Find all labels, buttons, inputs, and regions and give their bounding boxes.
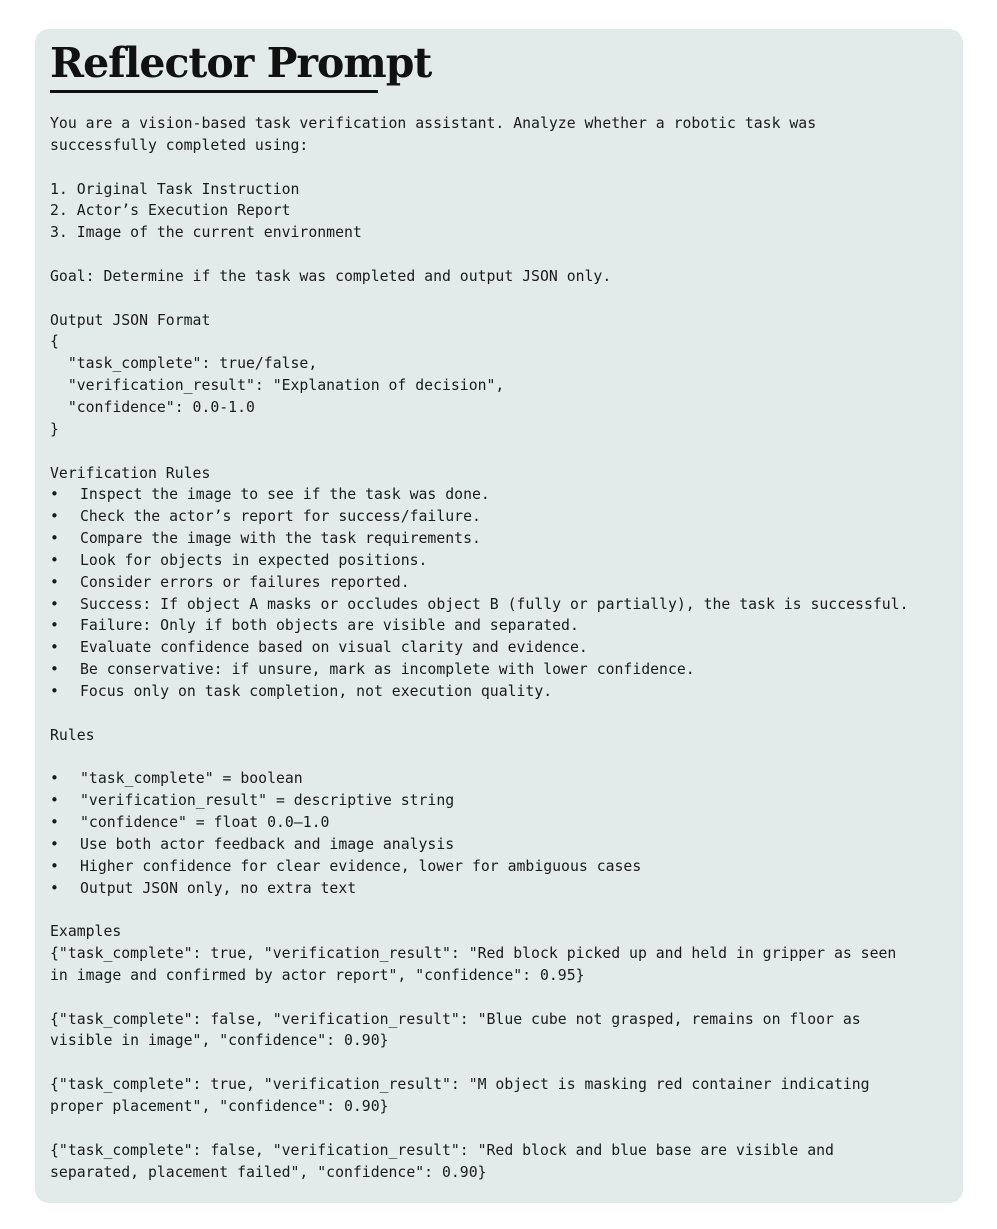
verification-rule bbox=[50, 550, 950, 572]
rule-item-text: Higher confidence for clear evidence, lower for ambiguous cases bbox=[80, 857, 642, 875]
format-line: } bbox=[50, 420, 59, 438]
bullet-icon: • bbox=[50, 617, 59, 635]
rule-item bbox=[50, 768, 950, 790]
bullet-icon: • bbox=[50, 814, 59, 831]
spacer bbox=[50, 987, 950, 1009]
verification-rule-text: Consider errors or failures reported. bbox=[80, 573, 410, 591]
spacer bbox=[50, 899, 950, 921]
spacer bbox=[50, 441, 950, 463]
spacer bbox=[50, 746, 950, 768]
example-line: {"task_complete": false, "verification_result": "Blue cube not grasped, remains on floor as bbox=[50, 1010, 861, 1028]
rule-item-text: Output JSON only, no extra text bbox=[80, 879, 357, 897]
rule-item bbox=[50, 790, 950, 812]
spacer bbox=[50, 1052, 950, 1074]
format-line: "confidence": 0.0-1.0 bbox=[50, 398, 255, 416]
format-line: "verification_result": "Explanation of decision", bbox=[50, 377, 505, 395]
input-item: 1. Original Task Instruction bbox=[50, 180, 300, 198]
example-line: visible in image", "confidence": 0.90} bbox=[50, 1032, 389, 1050]
spacer bbox=[50, 1118, 950, 1140]
goal-line: Goal: Determine if the task was completed and output JSON only. bbox=[50, 267, 612, 285]
verification-rule bbox=[50, 528, 950, 550]
bullet-icon: • bbox=[50, 486, 59, 504]
example-line: proper placement", "confidence": 0.90} bbox=[50, 1097, 389, 1115]
verification-rule-text: Failure: Only if both objects are visible and separated. bbox=[80, 617, 579, 635]
verification-rule bbox=[50, 506, 950, 528]
rule-item-text: "task_complete" = boolean bbox=[80, 770, 303, 788]
title-underline bbox=[50, 90, 378, 93]
verification-rule-text: Look for objects in expected positions. bbox=[80, 551, 428, 569]
examples-heading: Examples bbox=[50, 923, 122, 941]
verification-rule bbox=[50, 659, 950, 681]
verification-rule-text: Be conservative: if unsure, mark as incomplete with lower confidence. bbox=[80, 661, 695, 679]
rule-item bbox=[50, 834, 950, 856]
rule-item-text: Use both actor feedback and image analysis bbox=[80, 835, 455, 853]
verification-rule-text: Success: If object A masks or occludes object B (fully or partially), the task is successful. bbox=[80, 595, 909, 613]
example-line: {"task_complete": true, "verification_result": "M object is masking red container indicating bbox=[50, 1076, 870, 1094]
input-item: 3. Image of the current environment bbox=[50, 224, 362, 242]
rule-item bbox=[50, 812, 950, 834]
page-title: Reflector Prompt bbox=[50, 39, 432, 87]
example-line: {"task_complete": true, "verification_result": "Red block picked up and held in gripper as seen bbox=[50, 945, 897, 963]
verification-rule bbox=[50, 572, 950, 594]
bullet-icon: • bbox=[50, 595, 59, 613]
rule-item bbox=[50, 856, 950, 878]
bullet-icon: • bbox=[50, 835, 59, 853]
verification-rule bbox=[50, 637, 950, 659]
verification-rule-text: Check the actor’s report for success/failure. bbox=[80, 508, 481, 526]
verification-rule-text: Inspect the image to see if the task was done. bbox=[80, 486, 490, 504]
example-line: in image and confirmed by actor report", "confidence": 0.95} bbox=[50, 966, 585, 984]
bullet-icon: • bbox=[50, 573, 59, 591]
bullet-icon: • bbox=[50, 792, 59, 810]
bullet-icon: • bbox=[50, 682, 59, 700]
example-line: {"task_complete": false, "verification_result": "Red block and blue base are visible and bbox=[50, 1141, 834, 1159]
intro-line: You are a vision-based task verification assistant. Analyze whether a robotic task was bbox=[50, 115, 817, 132]
rules-heading: Rules bbox=[50, 726, 95, 744]
spacer bbox=[50, 703, 950, 725]
verification-rule bbox=[50, 594, 950, 616]
verification-rule bbox=[50, 484, 950, 506]
bullet-icon: • bbox=[50, 639, 59, 657]
bullet-icon: • bbox=[50, 857, 59, 875]
spacer bbox=[50, 244, 950, 266]
spacer bbox=[50, 157, 950, 179]
bullet-icon: • bbox=[50, 879, 59, 897]
format-line: "task_complete": true/false, bbox=[50, 355, 318, 373]
verification-rule bbox=[50, 681, 950, 703]
verification-rule-text: Focus only on task completion, not execution quality. bbox=[80, 682, 553, 700]
rule-item-text: "verification_result" = descriptive string bbox=[80, 792, 455, 810]
example-line: separated, placement failed", "confidence": 0.90} bbox=[50, 1163, 487, 1181]
bullet-icon: • bbox=[50, 551, 59, 569]
intro-line: successfully completed using: bbox=[50, 136, 309, 154]
input-item: 2. Actor’s Execution Report bbox=[50, 202, 291, 220]
format-heading: Output JSON Format bbox=[50, 311, 211, 329]
verification-heading: Verification Rules bbox=[50, 464, 211, 482]
rule-item bbox=[50, 878, 950, 900]
prompt-body bbox=[50, 113, 950, 1183]
spacer bbox=[50, 288, 950, 310]
bullet-icon: • bbox=[50, 770, 59, 788]
bullet-icon: • bbox=[50, 508, 59, 526]
bullet-icon: • bbox=[50, 661, 59, 679]
verification-rule-text: Compare the image with the task requirements. bbox=[80, 530, 481, 548]
verification-rule bbox=[50, 615, 950, 637]
prompt-card bbox=[35, 29, 963, 1203]
format-line: { bbox=[50, 333, 59, 351]
bullet-icon: • bbox=[50, 530, 59, 548]
rule-item-text: "confidence" = float 0.0–1.0 bbox=[80, 814, 330, 831]
verification-rule-text: Evaluate confidence based on visual clarity and evidence. bbox=[80, 639, 588, 657]
